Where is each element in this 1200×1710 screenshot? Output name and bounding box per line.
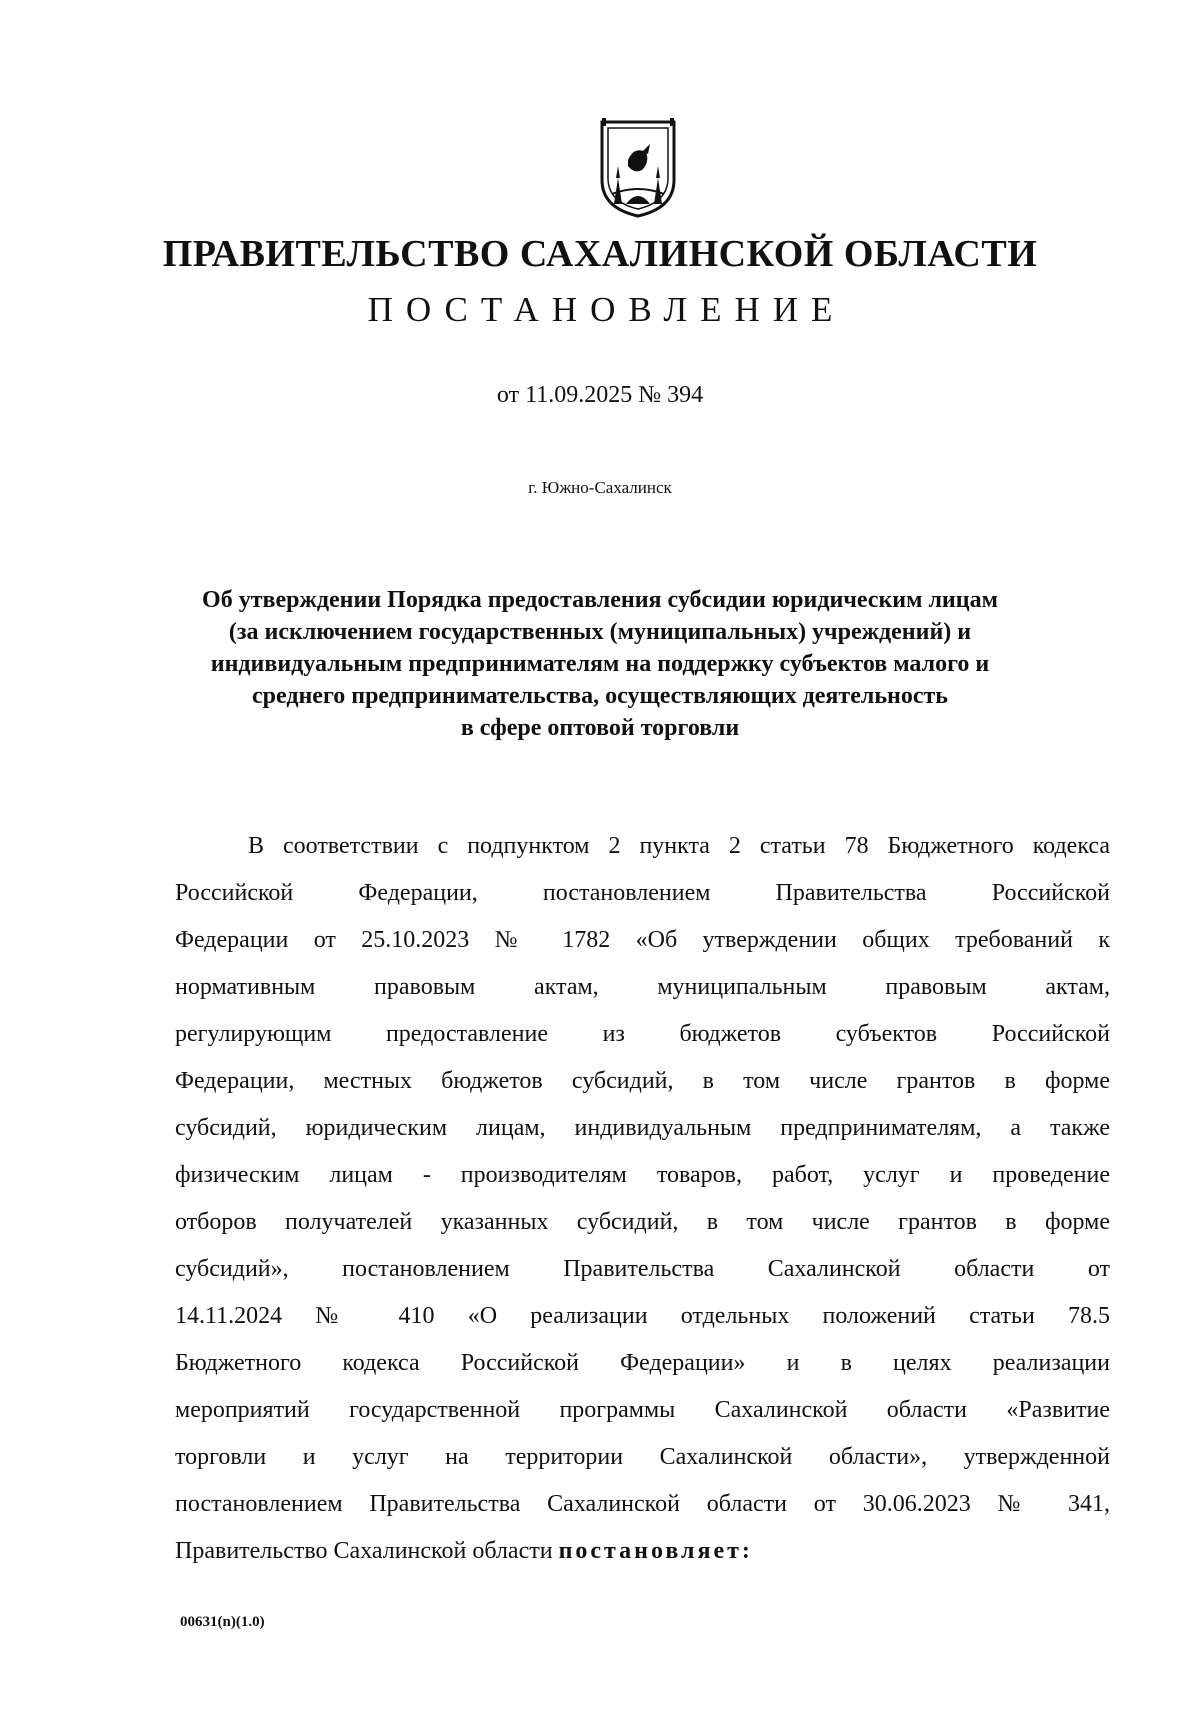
title-line: среднего предпринимательства, осуществляющих деятельность xyxy=(252,683,948,709)
sakhalin-coat-of-arms-icon xyxy=(598,118,678,218)
body-line: физическим лицам - производителям товаров, работ, услуг и проведение xyxy=(175,1162,1110,1188)
title-line: Об утверждении Порядка предоставления субсидии юридическим лицам xyxy=(202,587,998,613)
body-line: Федерации, местных бюджетов субсидий, в том числе грантов в форме xyxy=(175,1068,1110,1094)
body-line: нормативным правовым актам, муниципальным правовым актам, xyxy=(175,974,1110,1000)
body-line: торговли и услуг на территории Сахалинской области», утвержденной xyxy=(175,1444,1110,1470)
body-line: отборов получателей указанных субсидий, в том числе грантов в форме xyxy=(175,1209,1110,1235)
document-type: ПОСТАНОВЛЕНИЕ xyxy=(367,290,846,329)
body-last-line xyxy=(175,1528,1110,1575)
document-footer-code: 00631(n)(1.0) xyxy=(180,1614,265,1630)
body-line: субсидий», постановлением Правительства Сахалинской области от xyxy=(175,1256,1110,1282)
body-line: субсидий, юридическим лицам, индивидуальным предпринимателям, а также xyxy=(175,1115,1110,1141)
body-line: Федерации от 25.10.2023 № 1782 «Об утверждении общих требований к xyxy=(175,927,1110,953)
body-line: Российской Федерации, постановлением Правительства Российской xyxy=(175,880,1110,906)
body-line: мероприятий государственной программы Сахалинской области «Развитие xyxy=(175,1397,1110,1423)
document-city: г. Южно-Сахалинск xyxy=(528,478,672,497)
title-line: (за исключением государственных (муниципальных) учреждений) и xyxy=(228,619,972,645)
document-title xyxy=(160,584,1040,744)
body-line: 14.11.2024 № 410 «О реализации отдельных положений статьи 78.5 xyxy=(175,1303,1110,1329)
organization-name: ПРАВИТЕЛЬСТВО САХАЛИНСКОЙ ОБЛАСТИ xyxy=(162,233,1038,275)
resolution-keyword: постановляет: xyxy=(558,1538,753,1564)
title-line: индивидуальным предпринимателям на поддержку субъектов малого и xyxy=(210,651,990,677)
resolution-subject: Правительство Сахалинской области xyxy=(175,1538,553,1564)
body-line: регулирующим предоставление из бюджетов субъектов Российской xyxy=(175,1021,1110,1047)
preamble-paragraph xyxy=(175,823,1110,1575)
document-date-number: от 11.09.2025 № 394 xyxy=(496,382,704,408)
body-line: постановлением Правительства Сахалинской области от 30.06.2023 № 341, xyxy=(175,1491,1110,1517)
body-line: В соответствии с подпунктом 2 пункта 2 статьи 78 Бюджетного кодекса xyxy=(248,833,1110,859)
body-line: Бюджетного кодекса Российской Федерации» и в целях реализации xyxy=(175,1350,1110,1376)
title-line: в сфере оптовой торговли xyxy=(460,715,740,741)
